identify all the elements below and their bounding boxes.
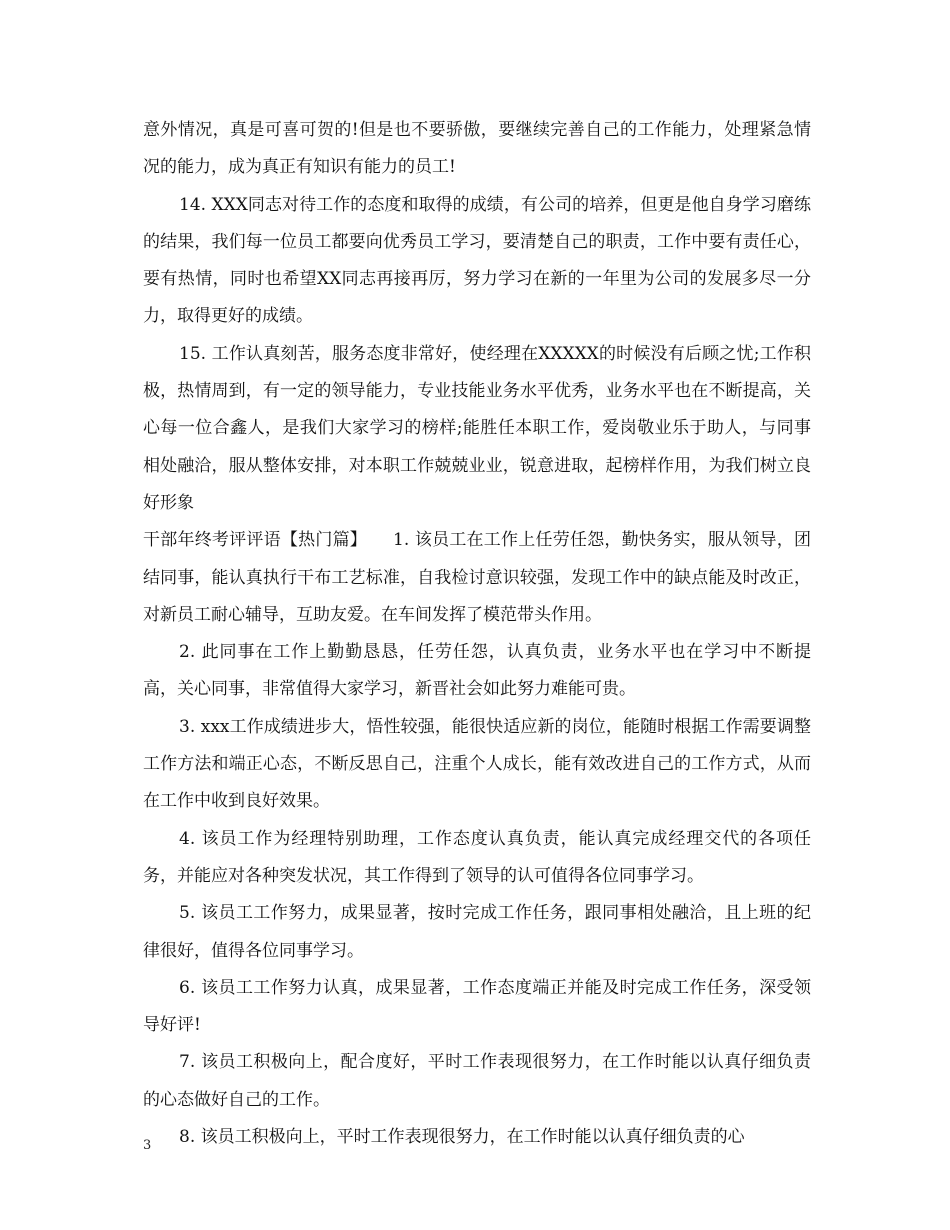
- paragraph: 6. 该员工工作努力认真，成果显著，工作态度端正并能及时完成工作任务，深受领导好评!: [143, 977, 811, 1036]
- paragraph: 2. 此同事在工作上勤勤恳恳，任劳任怨，认真负责，业务水平也在学习中不断提高，关心同事，非常值得大家学习，新晋社会如此努力难能可贵。: [143, 642, 811, 700]
- paragraph: 7. 该员工积极向上，配合度好，平时工作表现很努力，在工作时能以认真仔细负责的心态做好自己的工作。: [143, 1052, 811, 1110]
- section-heading-paragraph: 干部年终考评评语【热门篇】 1. 该员工在工作上任劳任怨，勤快务实，服从领导，团结同事，能认真执行干布工艺标准，自我检讨意识较强，发现工作中的缺点能及时改正，对新员工耐心辅导，互助友爱。在车间发挥了模范带头作用。: [143, 530, 811, 625]
- paragraph: 3. xxx工作成绩进步大，悟性较强，能很快适应新的岗位，能随时根据工作需要调整工作方法和端正心态，不断反思自己，注重个人成长，能有效改进自己的工作方式，从而在工作中收到良好效果。: [143, 716, 811, 812]
- paragraph: 14. XXX同志对待工作的态度和取得的成绩，有公司的培养，但更是他自身学习磨练的结果，我们每一位员工都要向优秀员工学习，要清楚自己的职责，工作中要有责任心，要有热情，同时也希望XX同志再接再厉，努力学习在新的一年里为公司的发展多尽一分力，取得更好的成绩。: [143, 194, 811, 327]
- page-number: 3: [143, 1138, 152, 1153]
- document-body: [143, 112, 811, 1156]
- paragraph: 意外情况，真是可喜可贺的!但是也不要骄傲，要继续完善自己的工作能力，处理紧急情况的能力，成为真正有知识有能力的员工!: [143, 120, 811, 178]
- paragraph: 8. 该员工积极向上，平时工作表现很努力，在工作时能以认真仔细负责的心: [179, 1127, 745, 1148]
- paragraph: 4. 该员工作为经理特别助理，工作态度认真负责，能认真完成经理交代的各项任务，并能应对各种突发状况，其工作得到了领导的认可值得各位同事学习。: [143, 828, 811, 886]
- paragraph: 15. 工作认真刻苦，服务态度非常好，使经理在XXXXX的时候没有后顾之忧;工作积极，热情周到，有一定的领导能力，专业技能业务水平优秀，业务水平也在不断提高，关心每一位合鑫人，是我们大家学习的榜样;能胜任本职工作，爱岗敬业乐于助人，与同事相处融洽，服从整体安排，对本职工作兢兢业业，锐意进取，起榜样作用，为我们树立良好形象: [143, 343, 811, 513]
- paragraph: 5. 该员工工作努力，成果显著，按时完成工作任务，跟同事相处融洽，且上班的纪律很好，值得各位同事学习。: [143, 903, 811, 961]
